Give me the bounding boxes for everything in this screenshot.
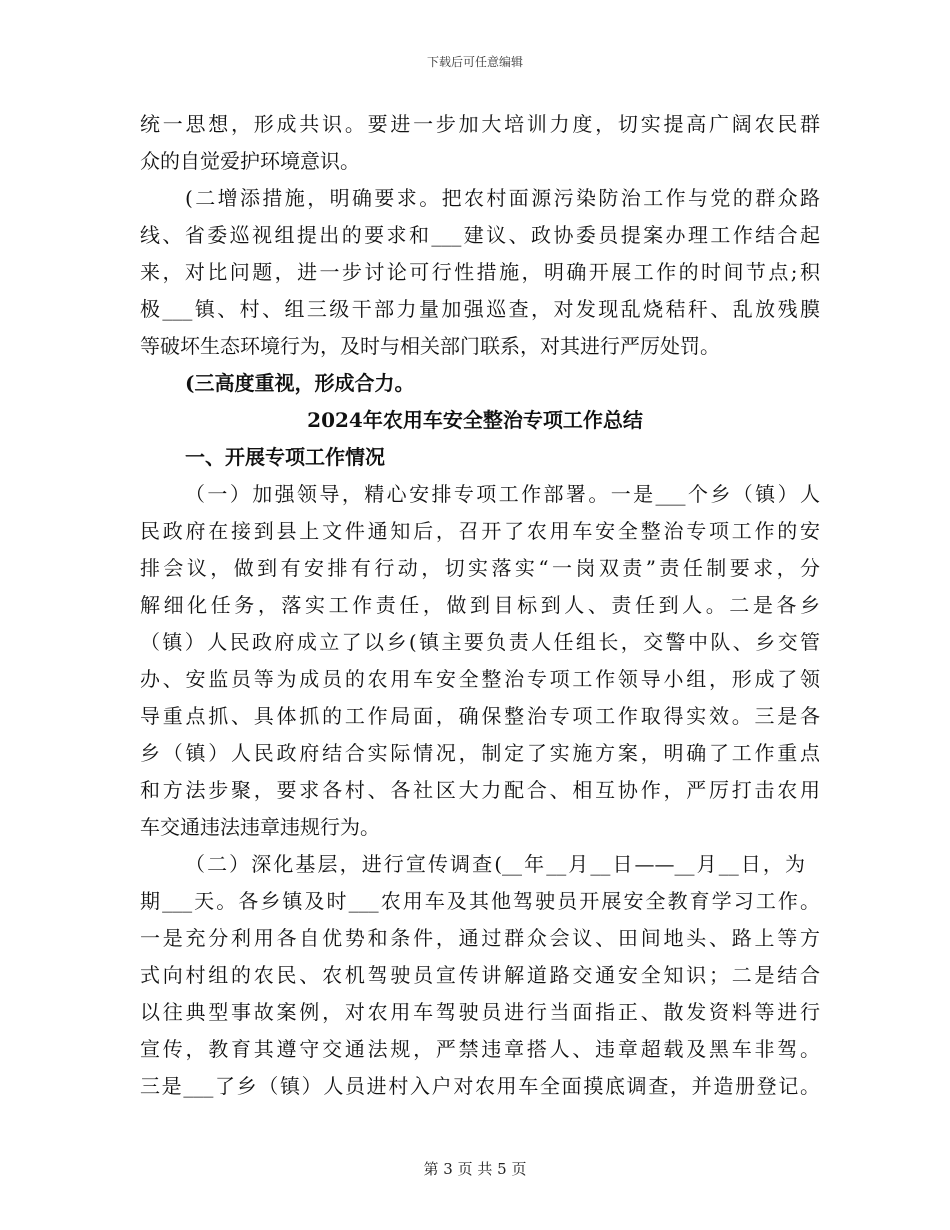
text-line: 线、省委巡视组提出的要求和___建议、政协委员提案办理工作结合起 [140,223,820,247]
document-title: 2024年农用车安全整治专项工作总结 [307,408,643,432]
page-header: 下载后可任意编辑 [426,55,523,69]
section-heading: (三高度重视，形成合力。 [185,371,415,395]
text-line: 统一思想，形成共识。要进一步加大培训力度，切实提高广阔农民群 [140,112,820,136]
text-line: (二增添措施，明确要求。把农村面源污染防治工作与党的群众路 [185,186,820,210]
text-line: 以往典型事故案例，对农用车驾驶员进行当面指正、散发资料等进行 [140,1000,820,1024]
text-line: 期___天。各乡镇及时___农用车及其他驾驶员开展安全教育学习工作。 [140,889,820,913]
text-line: 极___镇、村、组三级干部力量加强巡查，对发现乱烧秸秆、乱放残膜 [140,297,820,321]
text-line: 办、安监员等为成员的农用车安全整治专项工作领导小组，形成了领 [140,667,820,691]
text-line: 民政府在接到县上文件通知后，召开了农用车安全整治专项工作的安 [140,519,820,543]
text-line: 式向村组的农民、农机驾驶员宣传讲解道路交通安全知识；二是结合 [140,963,820,987]
text-line: 宣传，教育其遵守交通法规，严禁违章搭人、违章超载及黑车非驾。 [140,1037,820,1061]
text-line: 乡（镇）人民政府结合实际情况，制定了实施方案，明确了工作重点 [140,741,820,765]
text-line: 三是___了乡（镇）人员进村入户对农用车全面摸底调查，并造册登记。 [140,1074,820,1098]
text-line: 来，对比问题，进一步讨论可行性措施，明确开展工作的时间节点;积 [140,260,820,284]
text-line: 车交通违法违章违规行为。 [140,815,380,839]
text-line: （一）加强领导，精心安排专项工作部署。一是___个乡（镇）人 [185,482,820,506]
page-number: 第 3 页 共 5 页 [423,1160,527,1178]
text-line: 和方法步聚，要求各村、各社区大力配合、相互协作，严厉打击农用 [140,778,820,802]
text-line: 众的自觉爱护环境意识。 [140,149,360,173]
section-heading: 一、开展专项工作情况 [185,445,385,469]
text-line: 等破坏生态环境行为，及时与相关部门联系，对其进行严厉处罚。 [140,334,720,358]
text-line: 一是充分利用各自优势和条件，通过群众会议、田间地头、路上等方 [140,926,820,950]
text-line: （镇）人民政府成立了以乡(镇主要负责人任组长，交警中队、乡交管 [140,630,820,654]
text-line: （二）深化基层，进行宣传调查(__年__月__日——__月__日，为 [185,852,805,876]
text-line: 导重点抓、具体抓的工作局面，确保整治专项工作取得实效。三是各 [140,704,820,728]
text-line: 排会议，做到有安排有行动，切实落实“一岗双责”责任制要求，分 [140,556,820,580]
text-line: 解细化任务，落实工作责任，做到目标到人、责任到人。二是各乡 [140,593,820,617]
